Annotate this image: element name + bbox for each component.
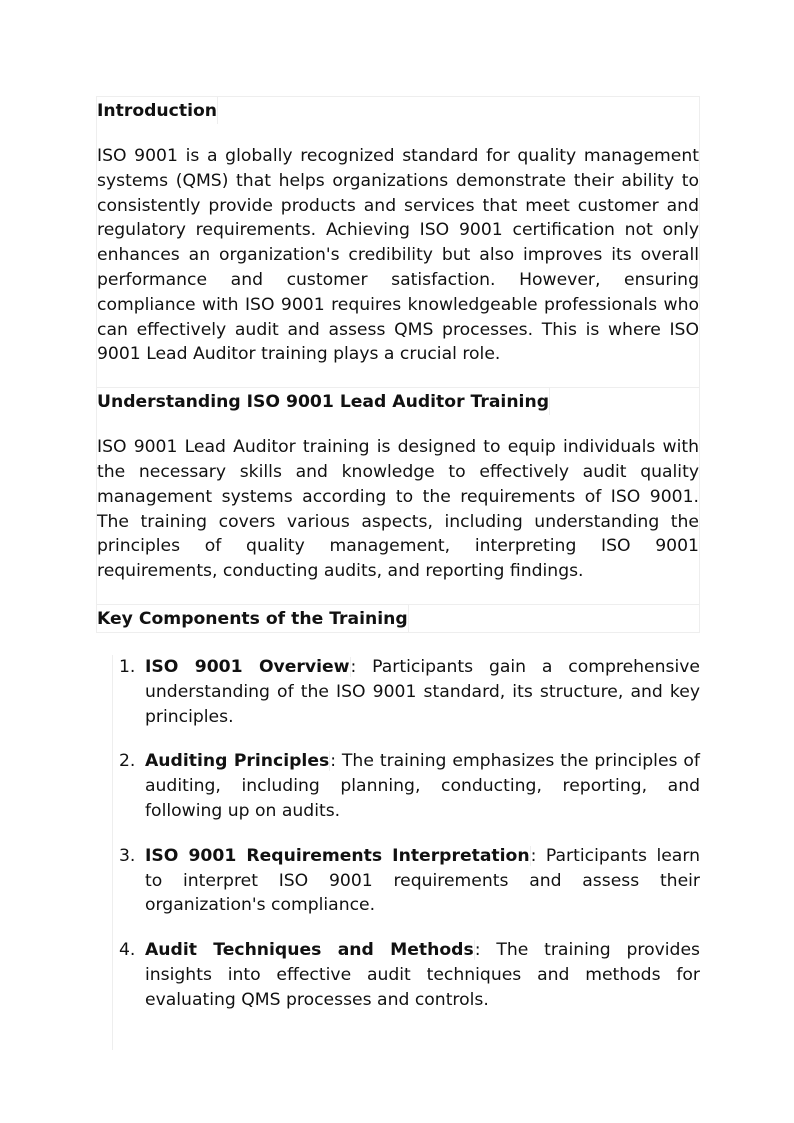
intro-section: [96, 96, 700, 387]
components-heading: Key Components of the Training: [97, 605, 409, 632]
understanding-paragraph: ISO 9001 Lead Auditor training is designed to equip individuals with the necessary skills and knowledge to effectively audit quality management systems according to the requirements of ISO 9001. The training covers various aspects, including understanding the principles of quality management, interpreting ISO 9001 requirements, conducting audits, and reporting findings.: [97, 437, 699, 582]
list-item: [113, 844, 700, 918]
list-item: [113, 749, 700, 823]
list-item-text: : Participants gain a comprehensive understanding of the ISO 9001 standard, its structure, and key principles.: [145, 656, 700, 727]
understanding-section: [96, 387, 700, 604]
list-item-text: : The training emphasizes the principles of auditing, including planning, conducting, reporting, and following up on audits.: [145, 751, 700, 821]
list-item-number: 2.: [119, 751, 136, 772]
list-item-term: Audit Techniques and Methods: [145, 940, 474, 961]
understanding-heading: Understanding ISO 9001 Lead Auditor Training: [97, 388, 550, 415]
list-item-number: 3.: [119, 845, 136, 866]
list-item-text: : The training provides insights into effective audit techniques and methods for evaluating QMS processes and controls.: [145, 940, 700, 1010]
document-page: [96, 96, 700, 1050]
list-item-number: 1.: [119, 656, 136, 677]
list-item-text: : Participants learn to interpret ISO 9001 requirements and assess their organization's compliance.: [145, 845, 701, 916]
list-item: [113, 655, 700, 729]
list-item-term: ISO 9001 Requirements Interpretation: [145, 845, 530, 866]
components-list-wrapper: [112, 655, 700, 1050]
components-list: [113, 655, 700, 1013]
list-item-term: Auditing Principles: [145, 751, 330, 772]
intro-paragraph: ISO 9001 is a globally recognized standard for quality management systems (QMS) that helps organizations demonstrate their ability to consistently provide products and services that meet customer and regulatory requirements. Achieving ISO 9001 certification not only enhances an organization's credibility but also improves its overall performance and customer satisfaction. However, ensuring compliance with ISO 9001 requires knowledgeable professionals who can effectively audit and assess QMS processes. This is where ISO 9001 Lead Auditor training plays a crucial role.: [97, 146, 699, 365]
list-item-term: ISO 9001 Overview: [145, 656, 350, 677]
list-item-number: 4.: [119, 940, 136, 961]
list-item: [113, 938, 700, 1012]
intro-heading: Introduction: [97, 97, 218, 124]
components-section: [96, 604, 700, 633]
